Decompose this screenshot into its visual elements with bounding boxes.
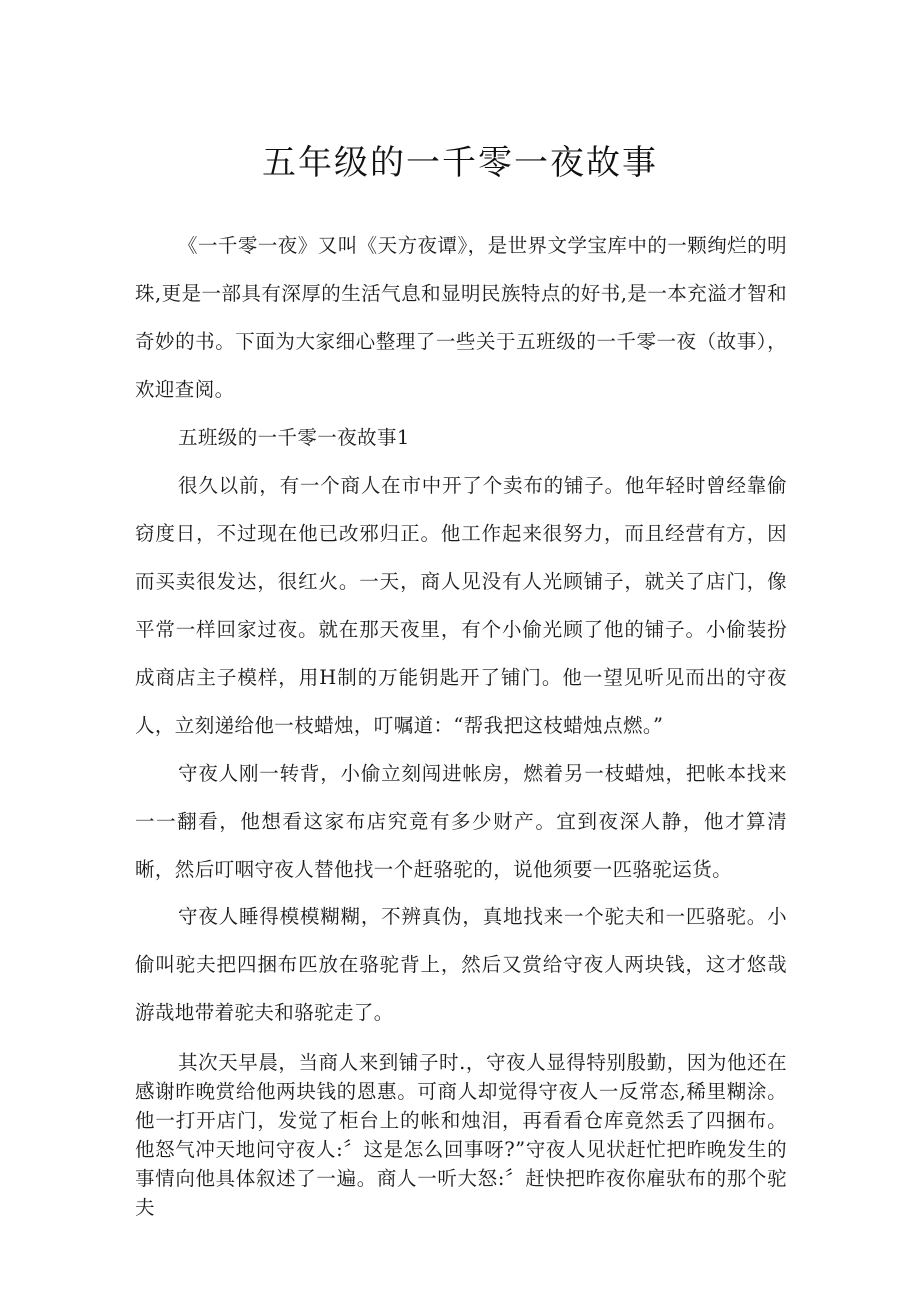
paragraph-block [135, 462, 787, 750]
paragraph-block [135, 893, 787, 1037]
story-paragraph: 守夜人刚一转背，小偷立刻闯进帐房，燃着另一枝蜡烛，把帐本找来一一翻看，他想看这家布店究竟有多少财产。宜到夜深人静，他才算清晰，然后叮咽守夜人替他找一个赶骆驼的，说他须要一匹骆驼运货。 [135, 762, 787, 881]
story-paragraph: 很久以前，有一个商人在市中开了个卖布的铺子。他年轻时曾经靠偷窃度日，不过现在他已改邪归正。他工作起来很努力，而且经营有方，因而买卖很发达，很红火。一天，商人见没有人光顾铺子，就关了店门，像平常一样回家过夜。就在那天夜里，有个小偷光顾了他的铺子。小偷装扮成商店主子模样，用H制的万能钥匙开了铺门。他一望见听见而出的守夜人，立刻递给他一枝蜡烛，叮嘱道：“帮我把这枝蜡烛点燃。” [135, 474, 787, 737]
section-heading: 五班级的一千零一夜故事1 [178, 426, 410, 449]
paragraph-block [135, 1048, 787, 1222]
story-paragraph: 守夜人睡得模模糊糊，不辨真伪，真地找来一个驼夫和一匹骆驼。小偷叫驼夫把四捆布匹放在骆驼背上，然后又赏给守夜人两块钱，这才悠哉游哉地带着驼夫和骆驼走了。 [135, 905, 787, 1024]
paragraph-block [135, 222, 787, 414]
intro-paragraph: 《一千零一夜》又叫《天方夜谭》，是世界文学宝库中的一颗绚烂的明珠,更是一部具有深厚的生活气息和显明民族特点的好书,是一本充溢才智和奇妙的书。下面为大家细心整理了一些关于五班级的一千零一夜（故事），欢迎查阅。 [135, 234, 787, 401]
paragraph-block [135, 750, 787, 894]
paragraph-block [135, 414, 787, 462]
document-title: 五年级的一千零一夜故事 [262, 143, 658, 183]
story-paragraph: 其次天早晨，当商人来到铺子时.，守夜人显得特别殷勤，因为他还在感谢昨晚赏给他两块钱的恩惠。可商人却觉得守夜人一反常态,稀里糊涂。他一打开店门，发觉了柜台上的帐和烛泪，再看看仓库竟然丢了四捆布。他怒气冲天地问守夜人:〞这是怎么回事呀?”守夜人见状赶忙把昨晚发生的事情向他具体叙述了一遍。商人一听大怒:〞赶快把昨夜你雇驮布的那个驼夫 [135, 1051, 787, 1219]
